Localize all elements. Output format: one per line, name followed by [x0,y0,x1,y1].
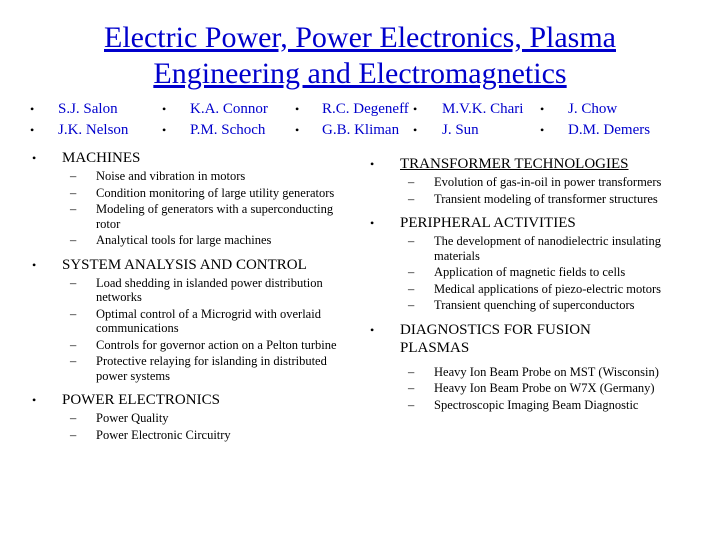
list-item: – Controls for governor action on a Pelton turbine [70,337,337,352]
list-item: – Heavy Ion Beam Probe on W7X (Germany) [408,381,655,395]
list-item: – Power Electronic Circuitry [70,427,231,442]
list-item: – Power Quality [70,411,169,425]
slide-title-line-2: Engineering and Electromagnetics [153,57,567,90]
section-system-analysis [32,256,352,384]
person-name: G.B. Kliman [322,122,400,138]
person-bullet: • [295,123,300,137]
section-heading: • DIAGNOSTICS FOR FUSION PLASMAS [370,321,591,356]
section-bullet: • [370,216,375,230]
person-bullet: • [30,123,35,137]
slide-title [0,20,720,92]
list-item: – Load shedding in islanded power distribution networks [70,275,323,304]
list-item: – Heavy Ion Beam Probe on MST (Wisconsin) [408,364,659,379]
person-bullet: • [540,102,545,116]
person-bullet: • [162,123,167,137]
list-item: – The development of nanodielectric insulating materials [408,234,662,263]
person-bullet: • [413,102,418,116]
list-item: – Protective relaying for islanding in distributed power systems [70,354,327,383]
person-name: J. Sun [442,122,479,138]
section-heading: • MACHINES [32,150,141,166]
person-name: R.C. Degeneff [322,101,409,117]
section-transformer [370,155,690,206]
list-item: – Medical applications of piezo-electric motors [408,281,661,296]
right-column [370,155,690,412]
list-item: – Evolution of gas-in-oil in power transformers [408,175,662,189]
section-bullet: • [370,157,375,171]
section-heading: • SYSTEM ANALYSIS AND CONTROL [32,256,307,273]
section-power-electronics [32,391,352,442]
person-bullet: • [540,123,545,137]
person-name: P.M. Schoch [190,122,266,138]
slide-title-line-1: Electric Power, Power Electronics, Plasma [104,21,616,54]
section-bullet: • [32,257,37,272]
list-item: – Condition monitoring of large utility generators [70,185,335,200]
section-bullet: • [32,151,37,165]
section-heading: • POWER ELECTRONICS [32,392,220,408]
person-bullet: • [413,123,418,137]
person-bullet: • [295,102,300,116]
list-item: – Analytical tools for large machines [70,233,272,247]
person-name: S.J. Salon [58,101,118,117]
section-heading: • PERIPHERAL ACTIVITIES [370,215,576,231]
section-peripheral [370,214,690,313]
list-item: – Application of magnetic fields to cells [408,265,626,279]
person-name: J. Chow [568,101,618,117]
person-name: D.M. Demers [568,122,651,138]
section-diagnostics [370,321,690,413]
section-machines [32,149,352,248]
list-item: – Optimal control of a Microgrid with overlaid communications [70,306,321,335]
left-column [32,149,352,442]
person-name: M.V.K. Chari [442,101,524,117]
section-bullet: • [370,322,375,337]
list-item: – Transient modeling of transformer structures [408,191,658,206]
section-bullet: • [32,393,37,407]
person-name: J.K. Nelson [58,122,129,138]
person-name: K.A. Connor [190,101,268,117]
person-bullet: • [162,102,167,116]
list-item: – Noise and vibration in motors [70,169,246,183]
list-item: – Modeling of generators with a superconducting rotor [70,202,334,231]
list-item: – Spectroscopic Imaging Beam Diagnostic [408,397,639,412]
list-item: – Transient quenching of superconductors [408,298,635,312]
person-bullet: • [30,102,35,116]
section-heading: • TRANSFORMER TECHNOLOGIES [370,156,629,172]
